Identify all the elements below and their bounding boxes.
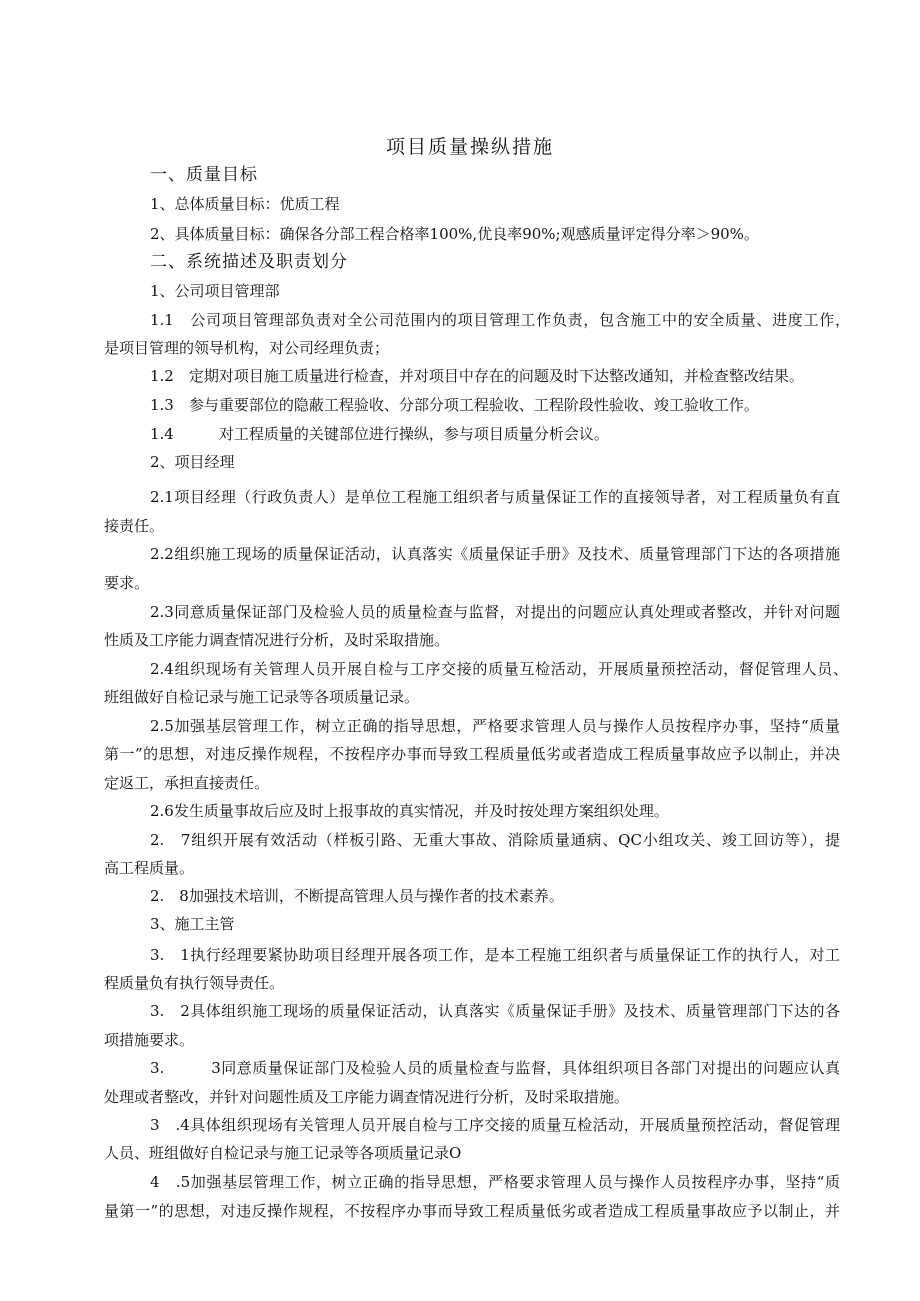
paragraph-line: 第一”的思想，对违反操作规程，不按程序办事而导致工程质量低劣或者造成工程质量事故应予以制止，并决 — [104, 745, 840, 763]
paragraph-line: 班组做好自检记录与施工记录等各项质量记录。 — [104, 688, 420, 706]
paragraph-line: 接责任。 — [104, 517, 165, 535]
paragraph-line: 高工程质量。 — [104, 859, 195, 877]
paragraph-line: 2. 8加强技术培训，不断提高管理人员与操作者的技术素养。 — [150, 887, 564, 905]
paragraph-line: 2.1项目经理（行政负责人）是单位工程施工组织者与质量保证工作的直接领导者，对工程质量负有直 — [150, 488, 840, 506]
section-heading: 一、质量目标 — [150, 165, 258, 185]
paragraph-line: 定返工，承担直接责任。 — [104, 774, 270, 792]
section-heading: 二、系统描述及职责划分 — [150, 252, 348, 272]
paragraph-line: 要求。 — [104, 574, 150, 592]
paragraph-line: 是项目管理的领导机构，对公司经理负责； — [104, 339, 390, 357]
paragraph-line: 性质及工序能力调查情况进行分析，及时采取措施。 — [104, 631, 450, 649]
paragraph-line: 1.3 参与重要部位的隐蔽工程验收、分部分项工程验收、工程阶段性验收、竣工验收工作。 — [150, 396, 759, 414]
paragraph-line: 2.4组织现场有关管理人员开展自检与工序交接的质量互检活动，开展质量预控活动，督促管理人员、 — [150, 660, 848, 678]
paragraph-line: 1、公司项目管理部 — [150, 282, 280, 300]
paragraph-line: 项措施要求。 — [104, 1031, 195, 1049]
paragraph-line: 2.3同意质量保证部门及检验人员的质量检查与监督，对提出的问题应认真处理或者整改，并针对问题 — [150, 603, 840, 621]
paragraph-line: 2.2组织施工现场的质量保证活动，认真落实《质量保证手册》及技术、质量管理部门下达的各项措施 — [150, 545, 840, 563]
paragraph-line: 1.4 对工程质量的关键部位进行操纵，参与项目质量分析会议。 — [150, 425, 609, 443]
paragraph-line: 1.1 公司项目管理部负责对全公司范围内的项目管理工作负责，包含施工中的安全质量、进度工作， — [150, 311, 850, 329]
paragraph-line: 3、施工主管 — [150, 915, 235, 933]
paragraph-line: 2.6发生质量事故后应及时上报事故的真实情况，并及时按处理方案组织处理。 — [150, 802, 669, 820]
paragraph-line: 3 .4具体组织现场有关管理人员开展自检与工序交接的质量互检活动，开展质量预控活动，督促管理 — [150, 1116, 840, 1134]
paragraph-line: 1、总体质量目标：优质工程 — [150, 195, 340, 213]
paragraph-line: 1.2 定期对项目施工质量进行检查，并对项目中存在的问题及时下达整改通知，并检查整改结果。 — [150, 367, 804, 385]
paragraph-line: 3. 1执行经理要紧协助项目经理开展各项工作，是本工程施工组织者与质量保证工作的执行人，对工 — [150, 946, 840, 964]
paragraph-line: 2.5加强基层管理工作，树立正确的指导思想，严格要求管理人员与操作人员按程序办事，坚持“质量 — [150, 717, 840, 735]
paragraph-line: 2、具体质量目标：确保各分部工程合格率100%,优良率90%;观感质量评定得分率＞90%。 — [150, 225, 759, 243]
paragraph-line: 2. 7组织开展有效活动（样板引路、无重大事故、消除质量通病、QC小组攻关、竣工回访等），提 — [150, 831, 840, 849]
paragraph-line: 处理或者整改，并针对问题性质及工序能力调查情况进行分析，及时采取措施。 — [104, 1088, 630, 1106]
document-title: 项目质量操纵措施 — [385, 136, 554, 158]
paragraph-line: 程质量负有执行领导责任。 — [104, 974, 285, 992]
paragraph-line: 4 .5加强基层管理工作，树立正确的指导思想，严格要求管理人员与操作人员按程序办事，坚持“质 — [150, 1173, 840, 1191]
paragraph-line: 3. 2具体组织施工现场的质量保证活动，认真落实《质量保证手册》及技术、质量管理部门下达的各 — [150, 1002, 840, 1020]
paragraph-line: 人员、班组做好自检记录与施工记录等各项质量记录O — [104, 1144, 462, 1162]
paragraph-line: 2、项目经理 — [150, 453, 235, 471]
paragraph-line: 量第一”的思想，对违反操作规程，不按程序办事而导致工程质量低劣或者造成工程质量事故应予以制止，并 — [104, 1202, 840, 1220]
paragraph-line: 3. 3同意质量保证部门及检验人员的质量检查与监督，具体组织项目各部门对提出的问题应认真 — [150, 1059, 840, 1077]
